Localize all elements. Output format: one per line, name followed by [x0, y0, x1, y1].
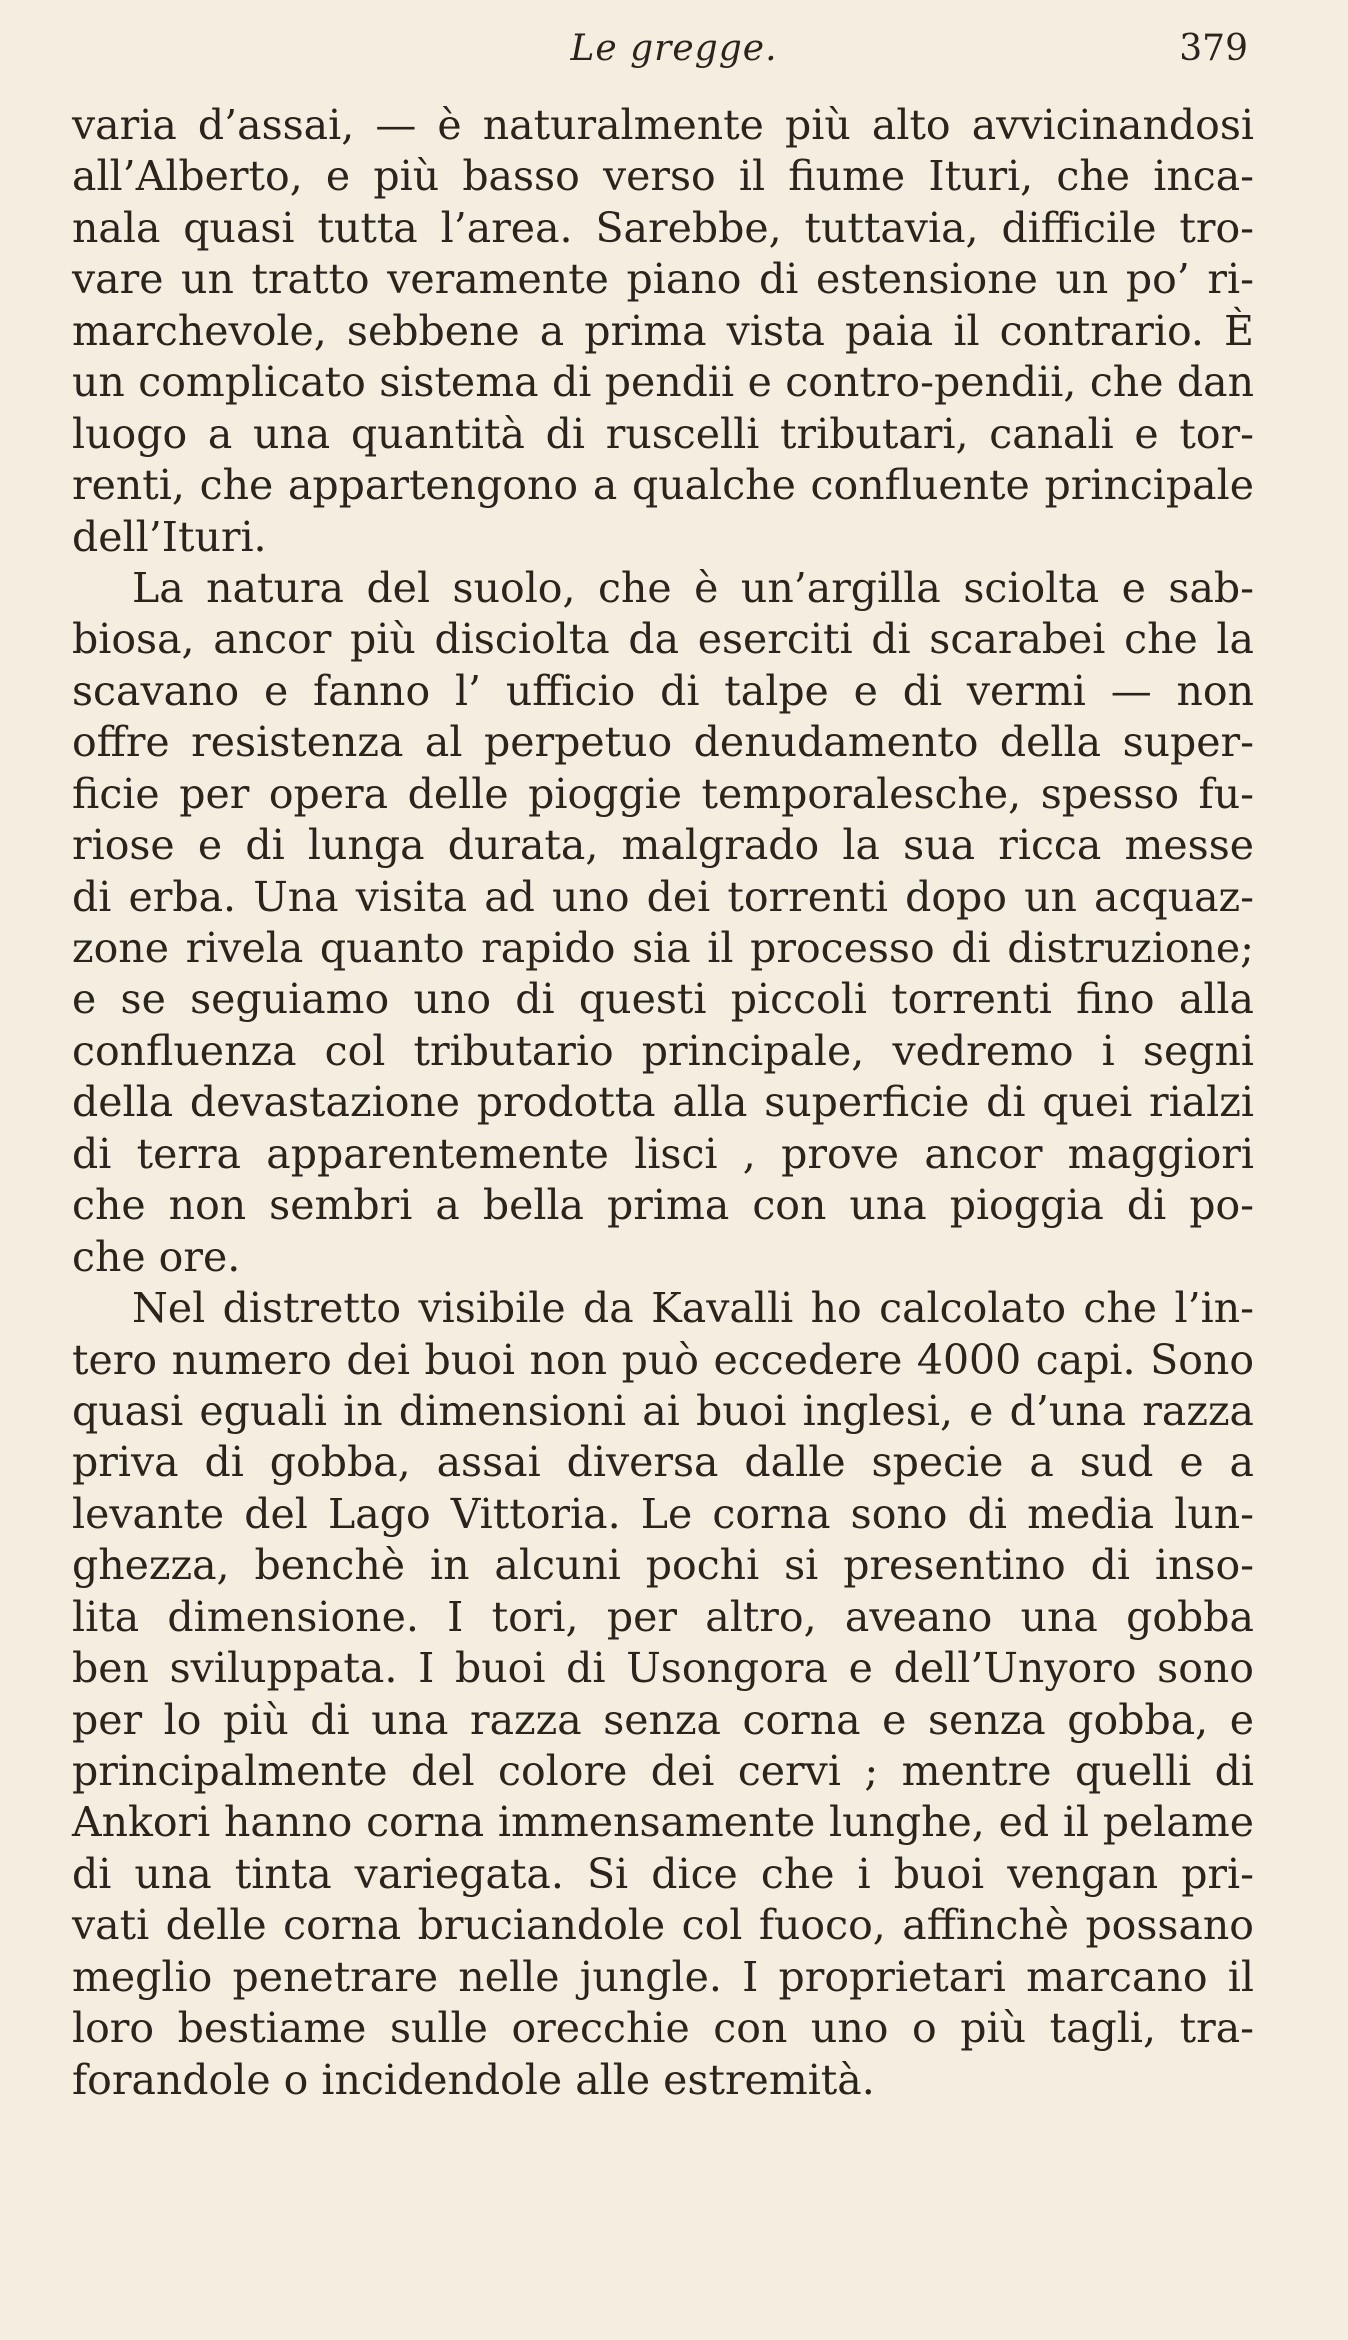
text-line: meglio penetrare nelle jungle. I proprietari marcano il — [72, 1952, 1254, 2001]
paragraph — [72, 563, 1254, 1283]
text-line: priva di gobba, assai diversa dalle specie a sud e a — [72, 1438, 1254, 1487]
text-line: La natura del suolo, che è un’argilla sciolta e sab- — [132, 563, 1254, 612]
text-line: lita dimensione. I tori, per altro, aveano una gobba — [72, 1592, 1254, 1641]
text-line: luogo a una quantità di ruscelli tributari, canali e tor- — [72, 409, 1254, 458]
text-line: nala quasi tutta l’area. Sarebbe, tuttavia, difficile tro- — [72, 203, 1254, 252]
text-line: quasi eguali in dimensioni ai buoi inglesi, e d’una razza — [72, 1386, 1254, 1435]
text-line: levante del Lago Vittoria. Le corna sono di media lun- — [72, 1489, 1254, 1538]
text-line: biosa, ancor più disciolta da eserciti di scarabei che la — [72, 615, 1254, 664]
text-line: vati delle corna bruciandole col fuoco, affinchè possano — [72, 1901, 1254, 1950]
text-line: dell’Ituri. — [72, 512, 267, 561]
paragraph — [72, 100, 1254, 563]
text-line: per lo più di una razza senza corna e senza gobba, e — [72, 1695, 1254, 1744]
text-line: scavano e fanno l’ ufficio di talpe e di vermi — non — [72, 666, 1254, 715]
text-line: principalmente del colore dei cervi ; mentre quelli di — [72, 1747, 1254, 1795]
text-line: di terra apparentemente lisci , prove ancor maggiori — [72, 1129, 1254, 1178]
text-line: loro bestiame sulle orecchie con uno o più tagli, tra- — [72, 2004, 1254, 2053]
text-line: riose e di lunga durata, malgrado la sua ricca messe — [72, 821, 1254, 870]
text-line: all’Alberto, e più basso verso il fiume Ituri, che inca- — [72, 152, 1254, 201]
text-line: e se seguiamo uno di questi piccoli torrenti fino alla — [72, 975, 1254, 1024]
paragraph — [72, 1283, 1254, 2106]
text-line: della devastazione prodotta alla superficie di quei rialzi — [72, 1078, 1254, 1127]
text-line: tero numero dei buoi non può eccedere 4000 capi. Sono — [72, 1335, 1254, 1384]
text-line: zone rivela quanto rapido sia il processo di distruzione; — [72, 924, 1254, 972]
text-line: offre resistenza al perpetuo denudamento della super- — [72, 718, 1254, 767]
text-line: di una tinta variegata. Si dice che i buoi vengan pri- — [72, 1849, 1254, 1898]
text-line: Nel distretto visibile da Kavalli ho calcolato che l’in- — [132, 1284, 1254, 1333]
text-line: ben sviluppata. I buoi di Usongora e dell’Unyoro sono — [72, 1644, 1254, 1693]
text-line: di erba. Una visita ad uno dei torrenti dopo un acquaz- — [72, 872, 1254, 921]
page-number: 379 — [1179, 28, 1248, 69]
text-line: ghezza, benchè in alcuni pochi si presentino di inso- — [72, 1541, 1254, 1590]
text-line: varia d’assai, — è naturalmente più alto avvicinandosi — [72, 101, 1254, 149]
text-line: marchevole, sebbene a prima vista paia il contrario. È — [72, 306, 1254, 355]
text-line: confluenza col tributario principale, vedremo i segni — [72, 1026, 1254, 1075]
text-line: che non sembri a bella prima con una pioggia di po- — [72, 1181, 1254, 1230]
running-title: Le gregge. — [570, 28, 778, 69]
body-text — [72, 100, 1254, 2106]
text-line: che ore. — [72, 1232, 241, 1281]
text-line: forandole o incidendole alle estremità. — [72, 2055, 875, 2104]
text-line: un complicato sistema di pendii e contro-pendii, che dan — [72, 358, 1254, 407]
text-line: vare un tratto veramente piano di estensione un po’ ri- — [72, 255, 1254, 304]
text-line: Ankori hanno corna immensamente lunghe, ed il pelame — [72, 1798, 1254, 1847]
text-line: ficie per opera delle pioggie temporalesche, spesso fu- — [72, 769, 1254, 818]
text-line: renti, che appartengono a qualche confluente principale — [72, 461, 1254, 510]
